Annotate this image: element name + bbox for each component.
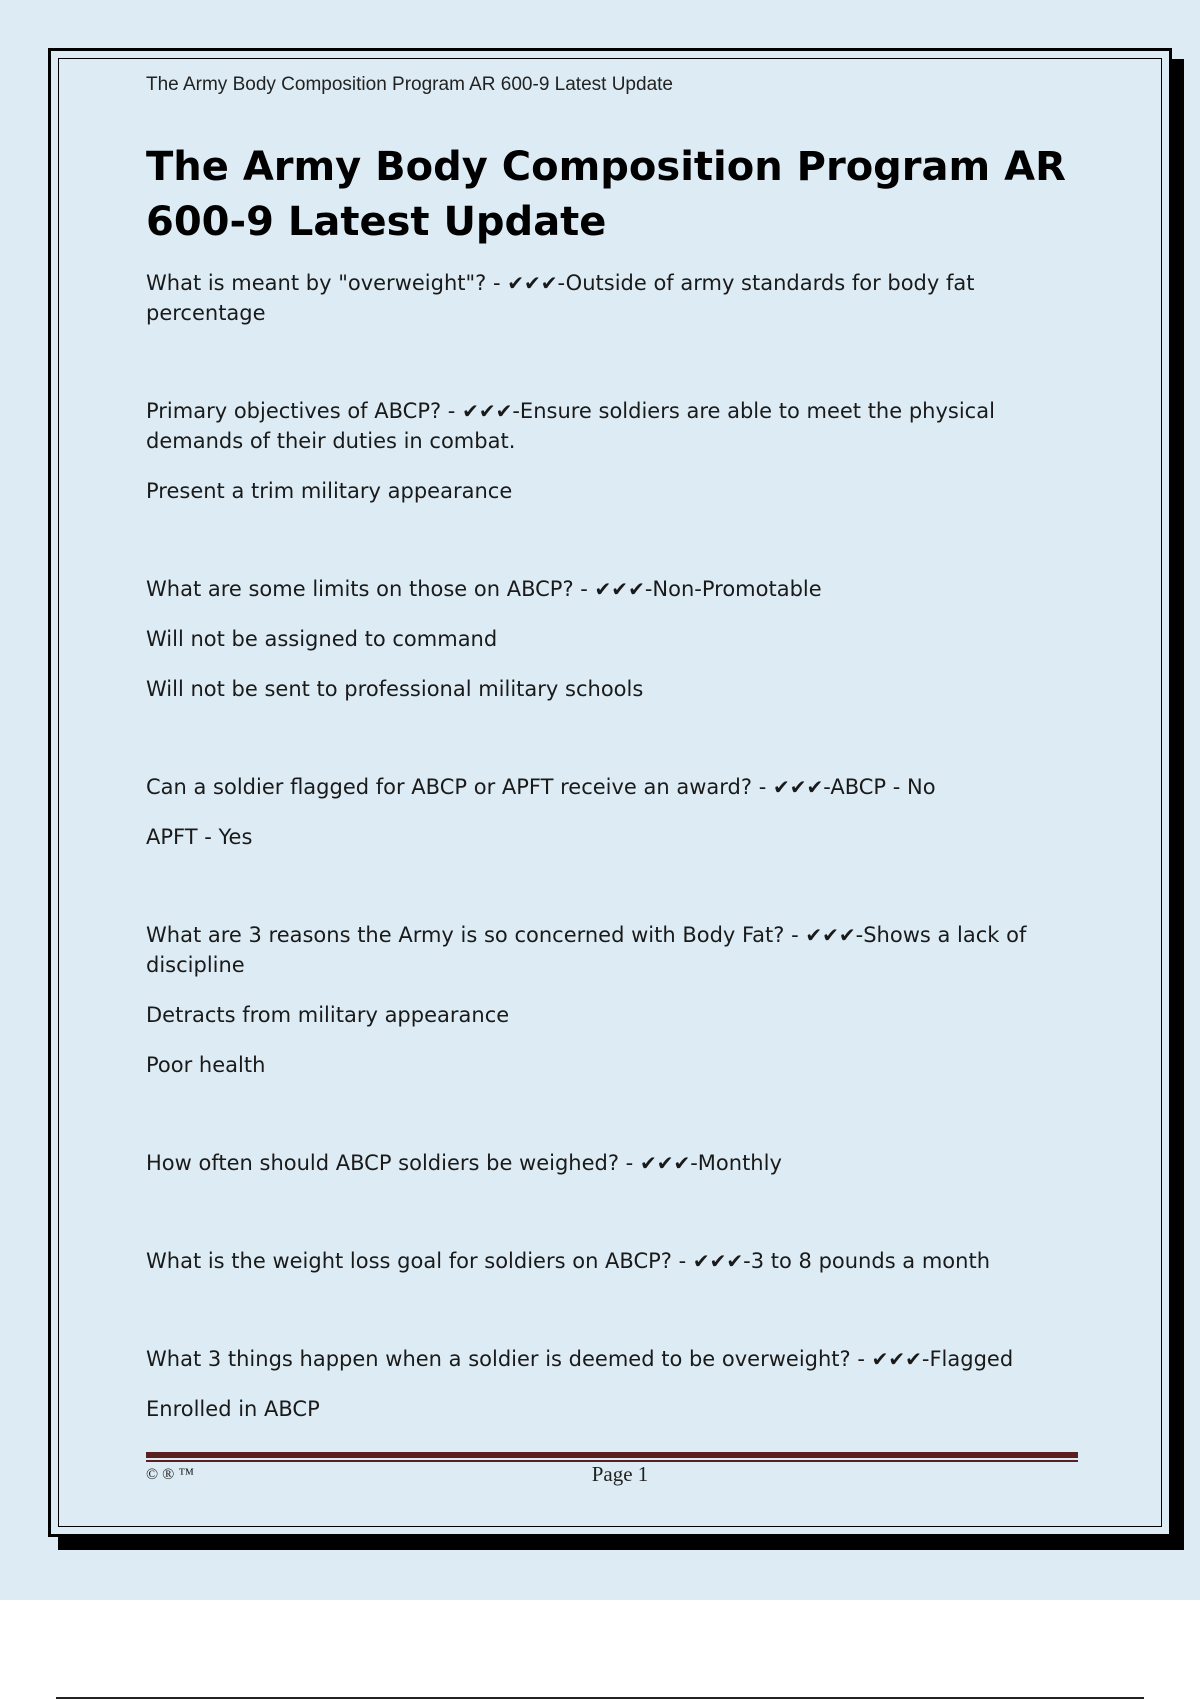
next-page-rule	[56, 1697, 1144, 1699]
qa-item	[146, 574, 1076, 704]
qa-question-line	[146, 574, 1076, 604]
question-text: Can a soldier flagged for ABCP or APFT receive an award? -	[146, 775, 773, 799]
answer-text: -Ensure soldiers are able to meet the physical demands of their duties in combat.	[146, 399, 995, 453]
qa-item	[146, 1148, 1076, 1178]
question-text: What are some limits on those on ABCP? -	[146, 577, 595, 601]
qa-question-line	[146, 268, 1076, 328]
answer-text: -ABCP - No	[823, 775, 936, 799]
answer-extra-line: Detracts from military appearance	[146, 1003, 510, 1027]
question-text: What is meant by "overweight"? -	[146, 271, 508, 295]
qa-question-line	[146, 1148, 1076, 1178]
check-marks-icon: ✔✔✔	[462, 399, 513, 423]
answer-extra-line: Will not be sent to professional military schools	[146, 677, 644, 701]
check-marks-icon: ✔✔✔	[639, 1151, 691, 1175]
check-marks-icon: ✔✔✔	[692, 1249, 744, 1273]
footer-symbols: © ® ™	[146, 1466, 194, 1483]
answer-text: -Outside of army standards for body fat percentage	[146, 271, 975, 325]
qa-question-line	[146, 1344, 1076, 1374]
qa-item	[146, 920, 1076, 1080]
question-text: What are 3 reasons the Army is so concerned with Body Fat? -	[146, 923, 806, 947]
answer-text: -Shows a lack of discipline	[146, 923, 1027, 977]
qa-question-line	[146, 772, 1076, 802]
question-text: How often should ABCP soldiers be weighed? -	[146, 1151, 640, 1175]
answer-extra-line: Present a trim military appearance	[146, 479, 513, 503]
question-text: Primary objectives of ABCP? -	[146, 399, 463, 423]
qa-item	[146, 1246, 1076, 1276]
check-marks-icon: ✔✔✔	[805, 923, 856, 947]
running-header: The Army Body Composition Program AR 600-9 Latest Update	[146, 74, 673, 95]
qa-item	[146, 772, 1076, 852]
qa-list	[146, 268, 1076, 1492]
check-marks-icon: ✔✔✔	[594, 577, 645, 601]
check-marks-icon: ✔✔✔	[772, 775, 824, 799]
answer-text: -Non-Promotable	[644, 577, 822, 601]
answer-text: -3 to 8 pounds a month	[743, 1249, 991, 1273]
qa-item	[146, 268, 1076, 328]
question-text: What is the weight loss goal for soldiers on ABCP? -	[146, 1249, 693, 1273]
qa-question-line	[146, 396, 1076, 456]
question-text: What 3 things happen when a soldier is deemed to be overweight? -	[146, 1347, 872, 1371]
footer-rule-thick	[146, 1452, 1078, 1458]
qa-question-line	[146, 920, 1076, 980]
answer-extra-line: Will not be assigned to command	[146, 627, 498, 651]
qa-item	[146, 1344, 1076, 1424]
page-number: Page 1	[591, 1462, 649, 1486]
check-marks-icon: ✔✔✔	[871, 1347, 922, 1371]
answer-text: -Flagged	[921, 1347, 1014, 1371]
answer-extra-line: Enrolled in ABCP	[146, 1397, 320, 1421]
answer-extra-line: Poor health	[146, 1053, 266, 1077]
check-marks-icon: ✔✔✔	[507, 271, 558, 295]
answer-extra-line: APFT - Yes	[146, 825, 253, 849]
document-title: The Army Body Composition Program AR 600-9 Latest Update	[146, 144, 1066, 245]
answer-text: -Monthly	[690, 1151, 782, 1175]
qa-item	[146, 396, 1076, 506]
qa-question-line	[146, 1246, 1076, 1276]
